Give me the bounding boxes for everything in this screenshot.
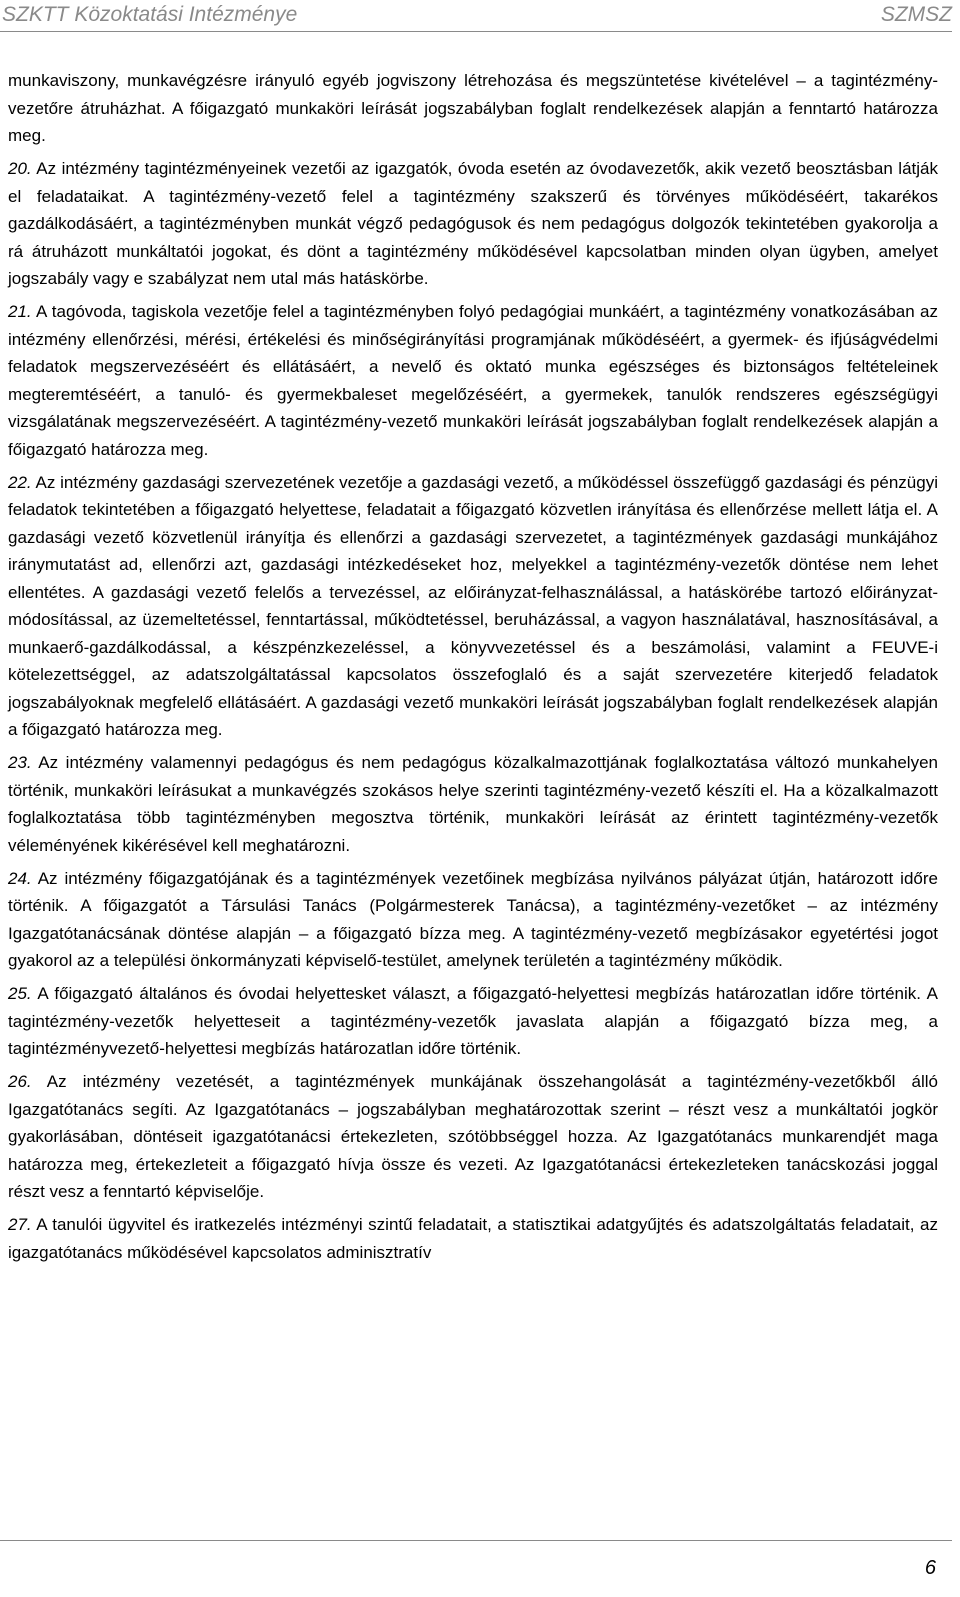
paragraph-number: 26. <box>8 1072 32 1091</box>
header-divider <box>0 31 952 32</box>
paragraph-number: 22. <box>8 472 32 492</box>
paragraph-number: 27. <box>8 1215 32 1234</box>
paragraph-21 <box>8 298 938 463</box>
paragraph-23 <box>8 749 938 859</box>
page-header <box>0 2 960 30</box>
page-number: 6 <box>924 1557 936 1579</box>
paragraph-text: Az intézmény vezetését, a tagintézmények munkájának összehangolását a tagintézmény-vezetőkből álló Igazgatótanács segíti. Az Igazgatótanács – jogszabályban meghatározottak szerint – részt vesz a munkáltatói jogkör gyakorlásában, döntéseit igazgatótanácsi értekezleten, szótöbbséggel hozza. Az Igazgatótanács munkarendjét maga határozza meg, értekezleteit a főigazgató hívja össze és vezeti. Az Igazgatótanácsi értekezleteken tanácskozási joggal részt vesz a fenntartó képviselője. <box>8 1072 938 1201</box>
document-body <box>8 67 938 1272</box>
paragraph-text: Az intézmény gazdasági szervezetének vezetője a gazdasági vezető, a működéssel összefüggő gazdasági és pénzügyi feladatok tekintetében a főigazgató helyettese, feladatait a főigazgató közvetlen irányítása és ellenőrzése mellett látja el. A gazdasági vezető közvetlenül irányítja és ellenőrzi a gazdasági szervezetet, a tagintézmények gazdasági munkájához iránymutatást ad, ellenőrzi azt, gazdasági intézkedéseket hoz, melyekkel a tagintézmény-vezetők döntése nem lehet ellentétes. A gazdasági vezető felelős a tervezéssel, az előirányzat-felhasználással, a hatáskörébe tartozó előirányzat-módosítással, az üzemeltetéssel, fenntartással, működtetéssel, beruházással, a vagyon használatával, hasznosításával, a munkaerő-gazdálkodással, a készpénzkezeléssel, a könyvvezetéssel és a beszámolási, valamint a FEUVE-i kötelezettséggel, az adatszolgáltatással kapcsolatos összefoglaló és a saját szervezetére kiterjedő feladatok jogszabályoknak megfelelő ellátásáért. A gazdasági vezető munkaköri leírását jogszabályban foglalt rendelkezések alapján a főigazgató határozza meg. <box>8 472 938 739</box>
paragraph-number: 24. <box>8 868 32 888</box>
paragraph-number: 25. <box>8 984 32 1003</box>
paragraph-text: A főigazgató általános és óvodai helyettesket választ, a főigazgató-helyettesi megbízás határozatlan időre történik. A tagintézmény-vezetők helyetteseit a tagintézmény-vezetők javaslata alapján a főigazgató bízza meg, a tagintézményvezető-helyettesi megbízás határozatlan időre történik. <box>8 984 938 1058</box>
paragraph-text: Az intézmény valamennyi pedagógus és nem pedagógus közalkalmazottjának foglalkoztatása változó munkahelyen történik, munkaköri leírásukat a munkavégzés szokásos helye szerinti tagintézmény-vezető készíti el. Ha a közalkalmazott foglalkoztatása több tagintézményben megosztva történik, munkaköri leírását az érintett tagintézmény-vezetők véleményének kikérésével kell meghatározni. <box>8 753 938 855</box>
paragraph-number: 20. <box>8 159 32 178</box>
paragraph-continuation <box>8 67 938 150</box>
paragraph-20 <box>8 155 938 293</box>
paragraph-26 <box>8 1068 938 1206</box>
paragraph-text: Az intézmény tagintézményeinek vezetői az igazgatók, óvoda esetén az óvodavezetők, akik vezető beosztásban látják el feladataikat. A tagintézmény-vezető felel a tagintézmény szakszerű és törvényes működéséért, takarékos gazdálkodásáért, a tagintézményben munkát végző pedagógusok és nem pedagógus dolgozók tekintetében gyakorolja a rá átruházott munkáltatói jogokat, és dönt a tagintézmény működésével kapcsolatban minden olyan ügyben, amelyet jogszabály vagy e szabályzat nem utal más hatáskörbe. <box>8 159 938 288</box>
header-document-code: SZMSZ <box>880 3 952 26</box>
paragraph-number: 21. <box>8 302 32 321</box>
footer-divider <box>0 1540 952 1541</box>
paragraph-text: Az intézmény főigazgatójának és a tagintézmények vezetőinek megbízása nyilvános pályázat útján, határozott időre történik. A főigazgatót a Társulási Tanács (Polgármesterek Tanácsa), a tagintézmény-vezetőket – az intézmény Igazgatótanácsának döntése alapján – a főigazgató bízza meg. A tagintézmény-vezető megbízásakor egyetértési jogot gyakorol az a települési önkormányzati képviselő-testület, amelynek területén a tagintézmény működik. <box>8 868 938 970</box>
header-institution-name: SZKTT Közoktatási Intézménye <box>2 3 298 26</box>
paragraph-text: A tanulói ügyvitel és iratkezelés intézményi szintű feladatait, a statisztikai adatgyűjtés és adatszolgáltatás feladatait, az igazgatótanács működésével kapcsolatos adminisztratív <box>8 1215 938 1262</box>
paragraph-24 <box>8 865 938 975</box>
paragraph-27 <box>8 1211 938 1266</box>
paragraph-25 <box>8 980 938 1063</box>
paragraph-text: A tagóvoda, tagiskola vezetője felel a tagintézményben folyó pedagógiai munkáért, a tagintézmény vonatkozásában az intézmény ellenőrzési, mérési, értékelési és minőségirányítási programjának működéséért, a gyermek- és ifjúságvédelmi feladatok megszervezéséért és ellátásáért, a nevelő és oktató munka egészséges és biztonságos feltételeinek megteremtéséért, a tanuló- és gyermekbaleset megelőzéséért, a gyermekek, tanulók rendszeres egészségügyi vizsgálatának megszervezéséért. A tagintézmény-vezető munkaköri leírását jogszabályban foglalt rendelkezések alapján a főigazgató határozza meg. <box>8 302 938 459</box>
paragraph-number: 23. <box>8 753 32 772</box>
paragraph-text: munkaviszony, munkavégzésre irányuló egyéb jogviszony létrehozása és megszüntetése kivételével – a tagintézmény-vezetőre átruházhat. A főigazgató munkaköri leírását jogszabályban foglalt rendelkezések alapján a fenntartó határozza meg. <box>8 71 938 145</box>
paragraph-22 <box>8 469 938 744</box>
